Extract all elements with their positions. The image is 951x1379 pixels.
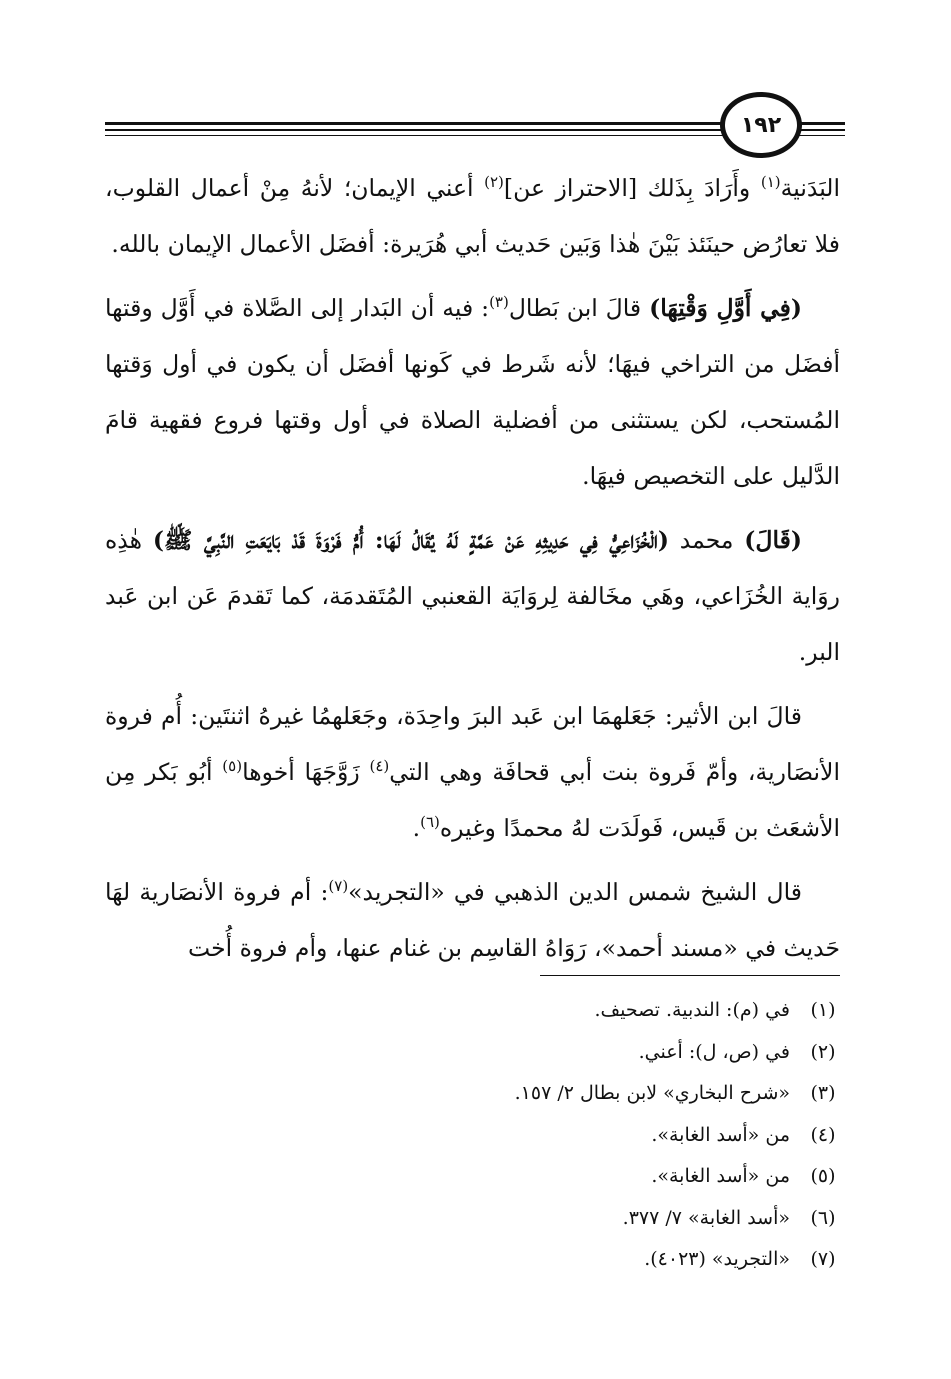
text-run: هٰذِه روَاية الخُزَاعي، وهَي مخَالفة لِروَايَة القعنبي المُتَقدمَة، كما تَقدمَ عَن ابن عَبد البر. <box>105 526 840 666</box>
footnote-number: (٢) <box>810 1040 836 1063</box>
paragraph <box>105 864 840 976</box>
footnote-text: «التجريد» (٤٠٢٣). <box>644 1248 790 1270</box>
text-run: قال الشيخ شمس الدين الذهبي في «التجريد» <box>348 878 803 906</box>
text-run: قالَ ابن بَطال <box>508 294 650 322</box>
paragraph <box>105 688 840 856</box>
footnote <box>105 1156 840 1198</box>
footnote-ref: (٤) <box>369 757 390 775</box>
text-run: قالَ ابن الأثير: جَعَلهمَا ابن عَبد البرَ واحِدَة، وجَعَلهمُا غيرهُ اثنتَين: أُم فروة الأنصَارية، وأمّ فَروة بنت أبي قحافَة وهي التي <box>105 702 840 786</box>
footnote-text: في (م): الندبية. تصحيف. <box>594 999 790 1021</box>
footnote <box>105 990 840 1032</box>
text-run: محمد <box>668 526 745 554</box>
footnote-text: في (ص، ل): أعني. <box>638 1040 790 1063</box>
footnote-ref: (١) <box>760 173 781 191</box>
matn-quote: (قَالَ) <box>744 526 802 554</box>
footnote-text: «أسد الغابة» ٧/ ٣٧٧. <box>622 1206 790 1229</box>
footnote-number: (١) <box>810 999 836 1021</box>
text-run: . <box>412 814 421 842</box>
footnote-number: (٣) <box>810 1082 836 1104</box>
footnotes <box>105 990 840 1281</box>
body-text <box>105 160 840 984</box>
footnote <box>105 1032 840 1074</box>
text-run: أبُو بَكر مِن الأشعَث بن قَيس، فَولَدَت لهُ محمدًا وغيره <box>105 758 840 842</box>
page-header <box>105 92 845 162</box>
footnote-text: من «أسد الغابة». <box>651 1123 790 1146</box>
paragraph <box>105 160 840 272</box>
footnote-number: (٥) <box>810 1165 836 1187</box>
footnote-separator <box>540 975 840 976</box>
footnote-ref: (٦) <box>420 813 440 831</box>
footnote-number: (٦) <box>810 1206 836 1229</box>
text-run: البَدَنية <box>780 174 840 202</box>
footnote-ref: (٥) <box>222 757 243 775</box>
page-number: ١٩٢ <box>720 92 802 158</box>
footnote <box>105 1115 840 1157</box>
text-run: : أم فروة الأنصَارية لهَا حَديث في «مسند أحمد»، رَوَاهُ القاسِم بن غنام عنها، وأم فروة أُخت <box>105 878 840 962</box>
text-run: : فيه أن البَدار إلى الصَّلاة في أَوَّل وقتها أفضَل من التراخي فيهَا؛ لأنه شَرط في كَونها أفضَل أن يكون في أول وَقتها المُستحب، لكن يستثنى من أفضلية الصلاة في أول وقتها فروع فقهية قامَ الدَّليل على التخصيص فيهَا. <box>105 294 840 490</box>
footnote <box>105 1239 840 1281</box>
footnote-ref: (٢) <box>484 173 504 191</box>
footnote-ref: (٧) <box>328 877 349 895</box>
paragraph <box>105 512 840 680</box>
paragraph <box>105 280 840 504</box>
text-run: زَوَّجَهَا أخوها <box>242 758 370 786</box>
footnote-number: (٤) <box>810 1123 836 1146</box>
matn-quote: (فِي أَوَّلِ وَقْتِهَا) <box>649 294 803 322</box>
text-run: أعني الإيمان؛ لأنهُ مِنْ أعمال القلوب، فلا تعارُض حينَئذ بَيْنَ هٰذا وَبَين حَديث أبي هُرَيرة: أفضَل الأعمال الإيمان بالله. <box>105 174 840 258</box>
matn-quote: (الْخُزَاعِيُّ فِي حَدِيثِهِ عَنْ عَمَّةٍ لَهُ يُقَالُ لَهَا: أُمُّ فَرْوَةَ قَدْ بَايَعَتِ النَّبِيَّ ﷺ) <box>152 526 669 554</box>
footnote-text: من «أسد الغابة». <box>651 1165 790 1187</box>
footnote <box>105 1198 840 1240</box>
footnote <box>105 1073 840 1115</box>
footnote-text: «شرح البخاري» لابن بطال ٢/ ١٥٧. <box>514 1082 790 1104</box>
text-run: وأَرَادَ بِذَلك [الاحتراز عن] <box>503 174 761 202</box>
footnote-ref: (٣) <box>489 293 509 311</box>
footnote-number: (٧) <box>810 1248 836 1270</box>
